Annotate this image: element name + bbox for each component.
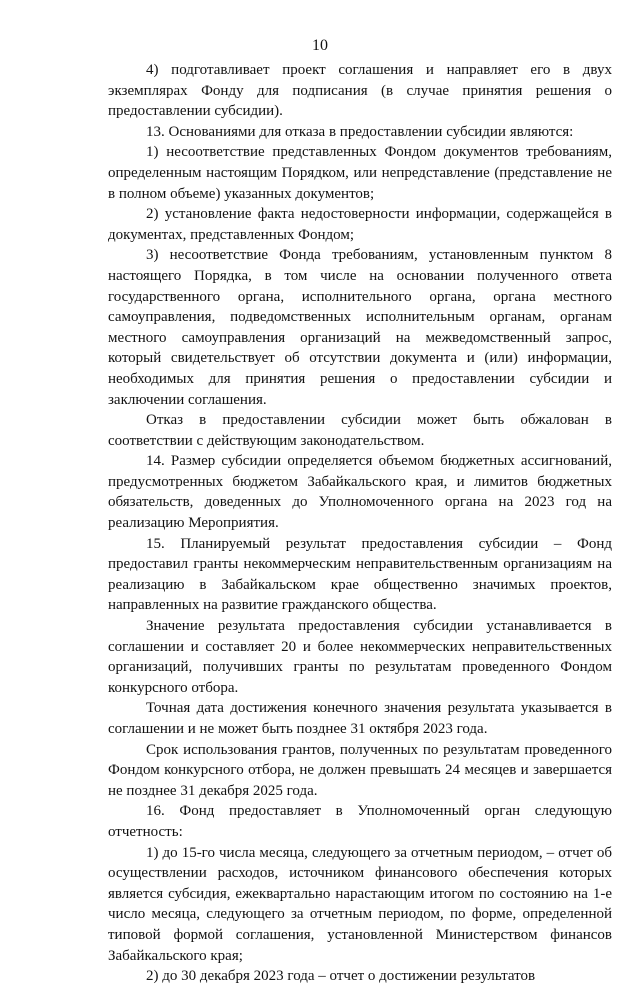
result-date: Точная дата достижения конечного значения результата указывается в соглашении и не может быть позднее 31 октября 2023 года. (108, 700, 612, 737)
paragraph-14-subsidy-amount: 14. Размер субсидии определяется объемом бюджетных ассигнований, предусмотренных бюджетом Забайкальского края, и лимитов бюджетных обязательств, доведенных до Уполномоченного органа на 2023 год на реализацию Мероприятия. (108, 453, 612, 532)
refusal-ground-1: 1) несоответствие представленных Фондом документов требованиям, определенным настоящим Порядком, или непредставление (представление не в полном объеме) указанных документов; (108, 144, 612, 202)
paragraph-13-refusal-grounds: 13. Основаниями для отказа в предоставлении субсидии являются: (146, 123, 574, 140)
paragraph-4-prepare-agreement: 4) подготавливает проект соглашения и направляет его в двух экземплярах Фонду для подписания (в случае принятия решения о предоставлении субсидии). (108, 62, 612, 120)
refusal-ground-2: 2) установление факта недостоверности информации, содержащейся в документах, представленных Фондом; (108, 206, 612, 243)
refusal-ground-3: 3) несоответствие Фонда требованиям, установленным пунктом 8 настоящего Порядка, в том числе на основании полученного ответа государственного органа, исполнительного органа, органа местного самоуправления, подведомственных исполнительным органам, органам местного самоуправления организаций на межведомственный запрос, который свидетельствует об отсутствии документа и (или) информации, необходимых для принятия решения о предоставлении субсидии и заключении соглашения. (108, 247, 612, 408)
refusal-appeal: Отказ в предоставлении субсидии может быть обжалован в соответствии с действующим законодательством. (108, 412, 612, 449)
document-body (108, 60, 612, 987)
page-number: 10 (312, 37, 328, 54)
paragraph-16-reporting: 16. Фонд предоставляет в Уполномоченный орган следующую отчетность: (108, 803, 612, 840)
reporting-item-1: 1) до 15-го числа месяца, следующего за отчетным периодом, – отчет об осуществлении расходов, источником финансового обеспечения которых является субсидия, ежеквартально нарастающим итогом по состоянию на 1-е число месяца, следующего за отчетным периодом, по форме, определенной типовой формой соглашения, установленной Министерством финансов Забайкальского края; (108, 844, 612, 964)
reporting-item-2: 2) до 30 декабря 2023 года – отчет о достижении результатов (146, 968, 536, 985)
grant-usage-term: Срок использования грантов, полученных по результатам проведенного Фондом конкурсного отбора, не должен превышать 24 месяцев и завершается не позднее 31 декабря 2025 года. (108, 741, 612, 799)
paragraph-15-planned-result: 15. Планируемый результат предоставления субсидии – Фонд предоставил гранты некоммерческим неправительственным организациям на реализацию в Забайкальском крае общественно значимых проектов, направленных на развитие гражданского общества. (108, 535, 612, 614)
result-value: Значение результата предоставления субсидии устанавливается в соглашении и составляет 20 и более некоммерческих неправительственных организаций, получивших гранты по результатам проведенного Фондом конкурсного отбора. (108, 618, 612, 696)
